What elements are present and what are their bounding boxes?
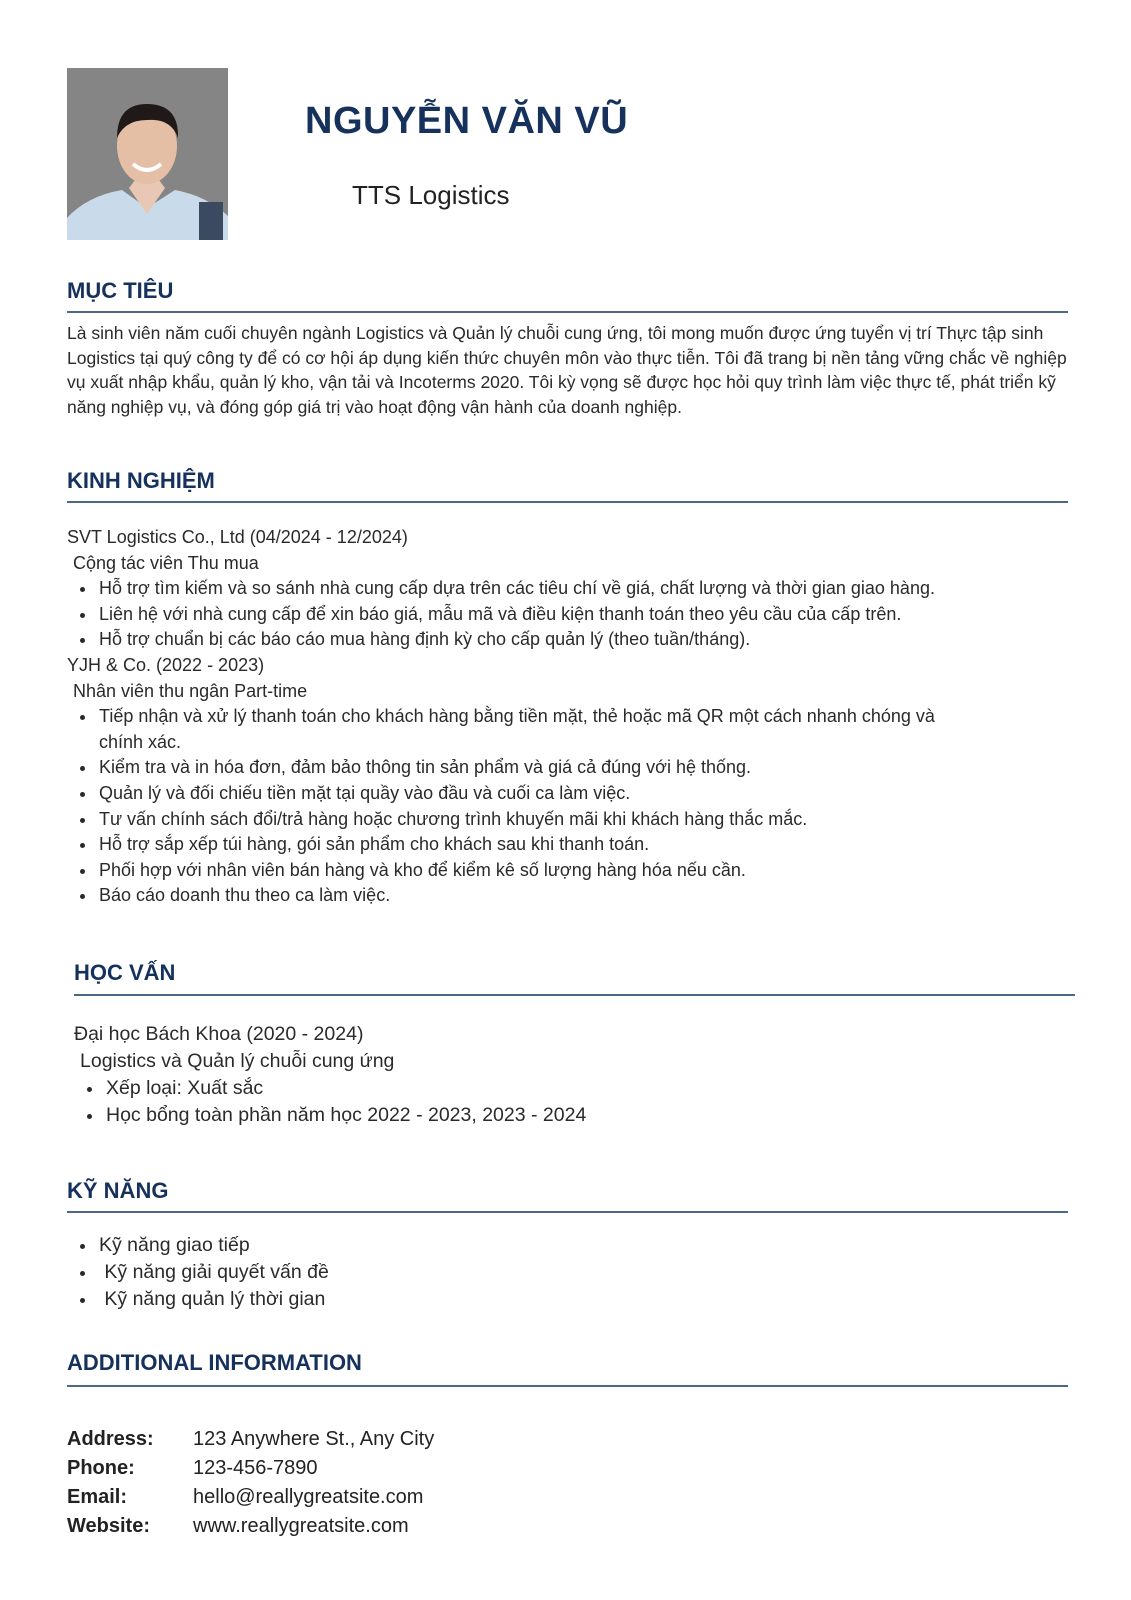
email-value[interactable]: hello@reallygreatsite.com (193, 1486, 424, 1508)
job-tasks (67, 576, 935, 653)
list-item: Kỹ năng giải quyết vấn đề (67, 1259, 329, 1286)
job-company: SVT Logistics Co., Ltd (04/2024 - 12/2024) (67, 527, 408, 547)
section-divider (67, 501, 1068, 503)
address-label: Address: (67, 1428, 154, 1450)
skills-list (67, 1232, 329, 1313)
list-item: Kỹ năng quản lý thời gian (67, 1286, 329, 1313)
list-item: Kiểm tra và in hóa đơn, đảm bảo thông tin sản phẩm và giá cả đúng với hệ thống. (67, 755, 935, 781)
school-name: Đại học Bách Khoa (2020 - 2024) (74, 1023, 364, 1045)
education-heading: HỌC VẤN (74, 960, 176, 985)
section-divider (74, 994, 1075, 996)
list-item: Báo cáo doanh thu theo ca làm việc. (67, 883, 935, 909)
skills-heading: KỸ NĂNG (67, 1178, 169, 1203)
phone-value: 123-456-7890 (193, 1457, 318, 1479)
email-row (67, 1483, 434, 1512)
list-item: Hỗ trợ chuẩn bị các báo cáo mua hàng định kỳ cho cấp quản lý (theo tuần/tháng). (67, 627, 935, 653)
person-portrait-icon (67, 68, 228, 240)
address-value: 123 Anywhere St., Any City (193, 1428, 435, 1450)
education-list (74, 1021, 586, 1129)
job-position: Nhân viên thu ngân Part-time (73, 680, 308, 701)
experience-list (67, 525, 935, 909)
list-item: Quản lý và đối chiếu tiền mặt tại quầy vào đầu và cuối ca làm việc. (67, 781, 935, 807)
phone-label: Phone: (67, 1457, 135, 1479)
section-divider (67, 1385, 1068, 1387)
website-value[interactable]: www.reallygreatsite.com (193, 1515, 409, 1537)
job-position: Cộng tác viên Thu mua (73, 552, 259, 573)
website-label: Website: (67, 1515, 150, 1537)
section-divider (67, 311, 1068, 313)
skills-items (67, 1232, 329, 1313)
section-divider (67, 1211, 1068, 1213)
candidate-role: TTS Logistics (352, 180, 510, 210)
job-tasks (67, 704, 935, 909)
email-label: Email: (67, 1486, 128, 1508)
candidate-name: NGUYỄN VĂN VŨ (305, 100, 629, 142)
list-item: Hỗ trợ tìm kiếm và so sánh nhà cung cấp dựa trên các tiêu chí về giá, chất lượng và thời gian giao hàng. (67, 576, 935, 602)
contact-info (67, 1425, 434, 1541)
school-major: Logistics và Quản lý chuỗi cung ứng (80, 1050, 395, 1072)
list-item (67, 704, 935, 755)
task-text: Tiếp nhận và xử lý thanh toán cho khách hàng bằng tiền mặt, thẻ hoặc mã QR một cách nhanh chóng và (99, 706, 935, 727)
list-item: Xếp loại: Xuất sắc (74, 1075, 586, 1102)
list-item: Hỗ trợ sắp xếp túi hàng, gói sản phẩm cho khách sau khi thanh toán. (67, 832, 935, 858)
profile-photo (67, 68, 228, 240)
additional-info-heading: ADDITIONAL INFORMATION (67, 1350, 362, 1375)
list-item: Tư vấn chính sách đổi/trả hàng hoặc chương trình khuyến mãi khi khách hàng thắc mắc. (67, 807, 935, 833)
list-item: Học bổng toàn phần năm học 2022 - 2023, 2023 - 2024 (74, 1102, 586, 1129)
list-item: Phối hợp với nhân viên bán hàng và kho để kiểm kê số lượng hàng hóa nếu cần. (67, 858, 935, 884)
objective-heading: MỤC TIÊU (67, 278, 174, 303)
address-row (67, 1425, 434, 1454)
list-item: Kỹ năng giao tiếp (67, 1232, 329, 1259)
list-item: Liên hệ với nhà cung cấp để xin báo giá, mẫu mã và điều kiện thanh toán theo yêu cầu của cấp trên. (67, 602, 935, 628)
experience-heading: KINH NGHIỆM (67, 468, 215, 493)
job-company: YJH & Co. (2022 - 2023) (67, 654, 265, 675)
task-text-continued: chính xác. (99, 731, 182, 752)
education-items (74, 1075, 586, 1129)
website-row (67, 1512, 434, 1541)
phone-row (67, 1454, 434, 1483)
objective-text: Là sinh viên năm cuối chuyên ngành Logistics và Quản lý chuỗi cung ứng, tôi mong muốn được ứng tuyển vị trí Thực tập sinh Logistics tại quý công ty để có cơ hội áp dụng kiến thức chuyên môn vào thực tiễn. Tôi đã trang bị nền tảng vững chắc về nghiệp vụ xuất nhập khẩu, quản lý kho, vận tải và Incoterms 2020. Tôi kỳ vọng sẽ được học hỏi quy trình làm việc thực tế, phát triển kỹ năng nghiệp vụ, và đóng góp giá trị vào hoạt động vận hành của doanh nghiệp. (67, 323, 1067, 417)
